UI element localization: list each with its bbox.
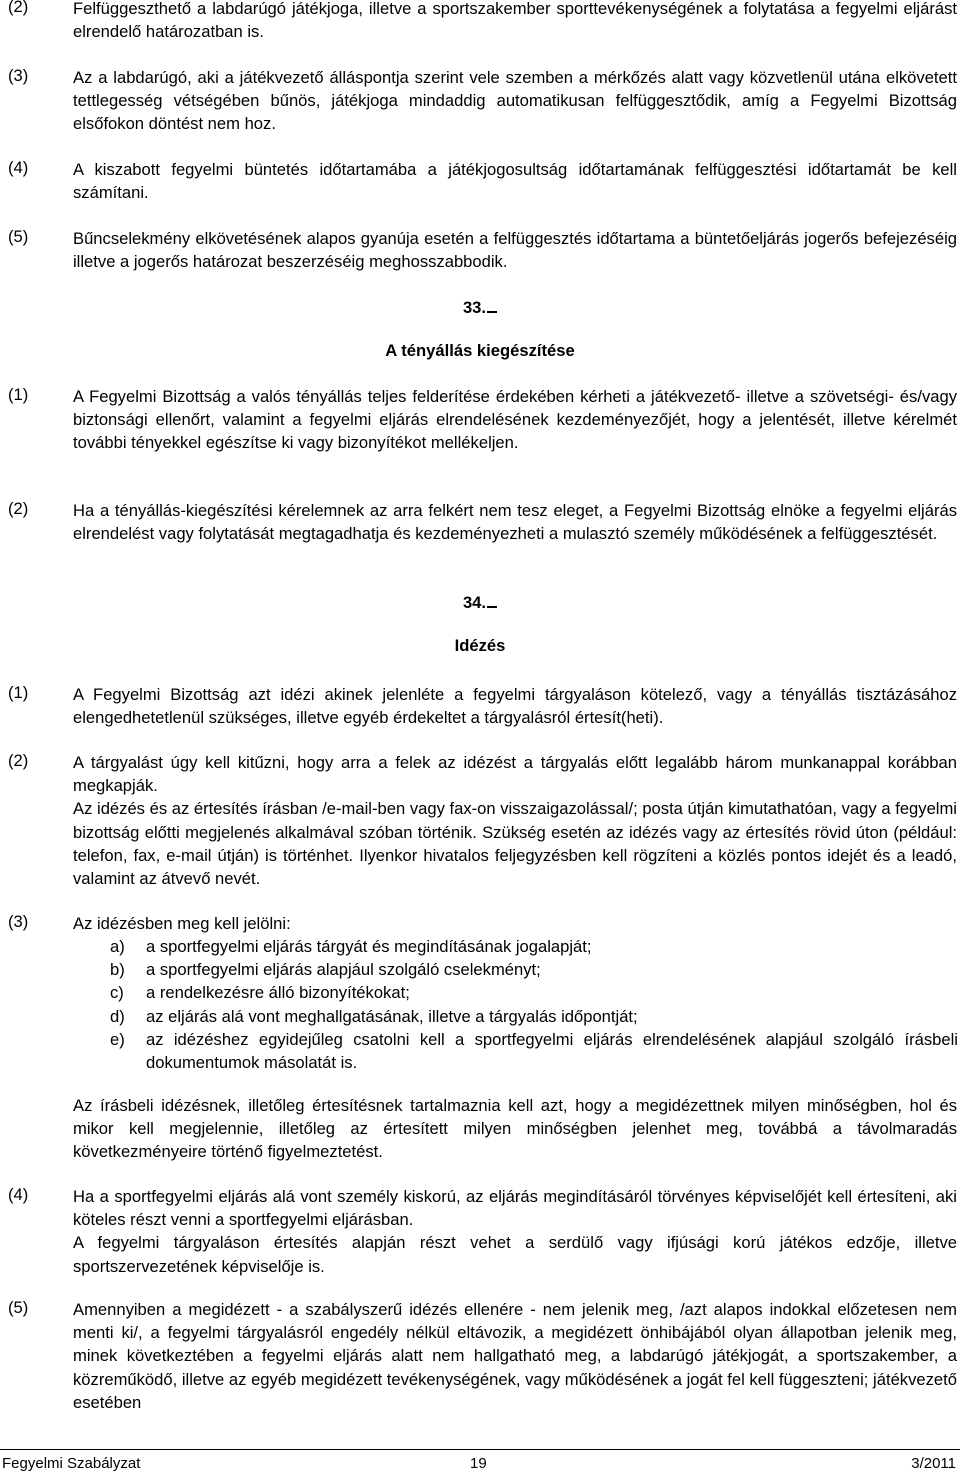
section-title-34: Idézés <box>454 636 506 655</box>
list-text: a rendelkezésre álló bizonyítékokat; <box>146 983 410 1003</box>
list-label: e) <box>110 1029 125 1049</box>
list-item <box>110 981 958 1004</box>
paragraph-text: A Fegyelmi Bizottság azt idézi akinek jelenléte a fegyelmi tárgyaláson kötelező, vagy a tényállás tisztázásához elengedhetetlenül szükséges, illetve egyéb érdekeltet a tárgyalásról értesít(heti). <box>73 685 957 728</box>
paragraph-text: A Fegyelmi Bizottság a valós tényállás teljes felderítése érdekében kérheti a játékvezető- illetve a szövetségi- és/vagy biztonsági ellenőrt, valamint a fegyelmi eljárás elrendelésének kezdeményezőjét, hogy a jelentését, illetve kérelmét további tényekkel egészítse ki vagy bizonyítékot mellékeljen. <box>73 387 957 453</box>
paragraph-text: Bűncselekmény elkövetésének alapos gyanúja esetén a felfüggesztés időtartama a büntetőeljárás jogerős befejezéséig illetve a jogerős határozat beszerzéséig meghosszabbodik. <box>73 229 957 272</box>
paragraph-text: Ha a tényállás-kiegészítési kérelemnek az arra felkért nem tesz eleget, a Fegyelmi Bizottság elnöke a fegyelmi eljárás elrendelést vagy folytatását megtagadhatja és kezdeményezheti a mulasztó személy működésének a felfüggesztését. <box>73 501 957 544</box>
paragraph-text <box>73 1185 957 1278</box>
list-text: a sportfegyelmi eljárás alapjául szolgáló cselekményt; <box>146 960 541 980</box>
paragraph-intro: Az idézésben meg kell jelölni: <box>73 914 291 933</box>
section-number-text: 33. <box>462 298 487 317</box>
paragraph-number: (3) <box>8 912 29 931</box>
footer-page-number: 19 <box>470 1455 487 1472</box>
paragraph-number: (4) <box>8 1185 29 1204</box>
section-number-text: 34. <box>462 593 487 612</box>
list-label: b) <box>110 960 125 980</box>
paragraph-text-part1: Ha a sportfegyelmi eljárás alá vont személy kiskorú, az eljárás megindításáról törvényes képviselőjét kell értesíteni, aki köteles részt venni a sportfegyelmi eljárásban. <box>73 1187 957 1230</box>
requirements-list <box>110 935 958 1074</box>
paragraph-number: (5) <box>8 1298 29 1317</box>
list-item <box>110 958 958 981</box>
section-number-33 <box>0 298 960 318</box>
paragraph-number: (2) <box>8 499 29 518</box>
paragraph-text-part1: A tárgyalást úgy kell kitűzni, hogy arra a felek az idézést a tárgyalás előtt legalább három munkanappal korábban megkapják. <box>73 753 957 796</box>
paragraph-number: (3) <box>8 66 29 85</box>
list-item <box>110 1028 958 1074</box>
paragraph-text: A kiszabott fegyelmi büntetés időtartamába a játékjogosultság időtartamának felfüggesztési időtartamát be kell számítani. <box>73 160 957 203</box>
footer-document-title: Fegyelmi Szabályzat <box>2 1455 141 1472</box>
list-label: a) <box>110 937 125 956</box>
list-text: a sportfegyelmi eljárás tárgyát és megindításának jogalapját; <box>146 937 592 956</box>
section-title-33: A tényállás kiegészítése <box>385 341 575 360</box>
paragraph-number: (2) <box>8 0 29 16</box>
paragraph-text: Felfüggeszthető a labdarúgó játékjoga, illetve a sportszakember sporttevékenységének a folytatása a fegyelmi eljárást elrendelő határozatban is. <box>73 0 957 42</box>
section-number-34 <box>0 593 960 613</box>
paragraph-text: Az a labdarúgó, aki a játékvezető álláspontja szerint vele szemben a mérkőzés alatt vagy közvetlenül utána elkövetett tettlegesség vétségében bűnös, játékjoga mindaddig automatikusan felfüggesztődik, amíg a Fegyelmi Bizottság elsőfokon döntést nem hoz. <box>73 68 957 134</box>
list-item <box>110 935 958 958</box>
footer-rule <box>0 1449 960 1450</box>
paragraph-text: Az írásbeli idézésnek, illetőleg értesítésnek tartalmaznia kell azt, hogy a megidézettnek milyen minőségben, hol és mikor kell megjelennie, illetőleg az értesített milyen minőségben jelenhet meg, továbbá a távolmaradás következményeire történő figyelmeztetést. <box>73 1096 957 1162</box>
list-text: az idézéshez egyidejűleg csatolni kell a sportfegyelmi eljárás elrendelésének alapjául szolgáló írásbeli dokumentumok másolatát is. <box>146 1029 958 1073</box>
footer-version: 3/2011 <box>911 1455 956 1472</box>
paragraph-text <box>73 751 957 890</box>
paragraph-number: (4) <box>8 158 29 177</box>
paragraph-text-part2: Az idézés és az értesítés írásban /e-mail-ben vagy fax-on visszaigazolással/; posta útján kimutathatóan, vagy a fegyelmi bizottság előtti megjelenés alkalmával szóban történik. Szükség esetén az idézés vagy az értesítés rövid úton (például: telefon, fax, e-mail útján) is történhet. Ilyenkor hivatalos feljegyzésben kell rögzíteni a közlés pontos idejét és a leadó, valamint az átvevő nevét. <box>73 799 957 889</box>
list-label: c) <box>110 983 124 1003</box>
paragraph-number: (1) <box>8 385 29 404</box>
section-sign-icon <box>487 593 497 608</box>
paragraph-number: (2) <box>8 751 29 770</box>
section-sign-icon <box>487 298 497 313</box>
list-item <box>110 1005 958 1028</box>
list-text: az eljárás alá vont meghallgatásának, illetve a tárgyalás időpontját; <box>146 1006 638 1026</box>
paragraph-text: Amennyiben a megidézett - a szabályszerű idézés ellenére - nem jelenik meg, /azt alapos indokkal előzetesen nem menti ki/, a fegyelmi tárgyalásról engedély nélkül eltávozik, a megidézett önhibájából olyan állapotban jelenik meg, minek következtében a fegyelmi eljárás alatt nem hallgatható meg, a labdarúgó játékjogát, a sportszakember, a közreműködő, illetve az egyéb megidézett tevékenységének, vagy működésének a jogát fel kell függeszteni; játékvezető esetében <box>73 1300 957 1412</box>
list-label: d) <box>110 1006 125 1026</box>
paragraph-number: (5) <box>8 227 29 246</box>
paragraph-number: (1) <box>8 683 29 702</box>
paragraph-text-part2: A fegyelmi tárgyaláson értesítés alapján részt vehet a serdülő vagy ifjúsági korú játékos edzője, illetve sportszervezetének képviselője is. <box>73 1233 957 1276</box>
